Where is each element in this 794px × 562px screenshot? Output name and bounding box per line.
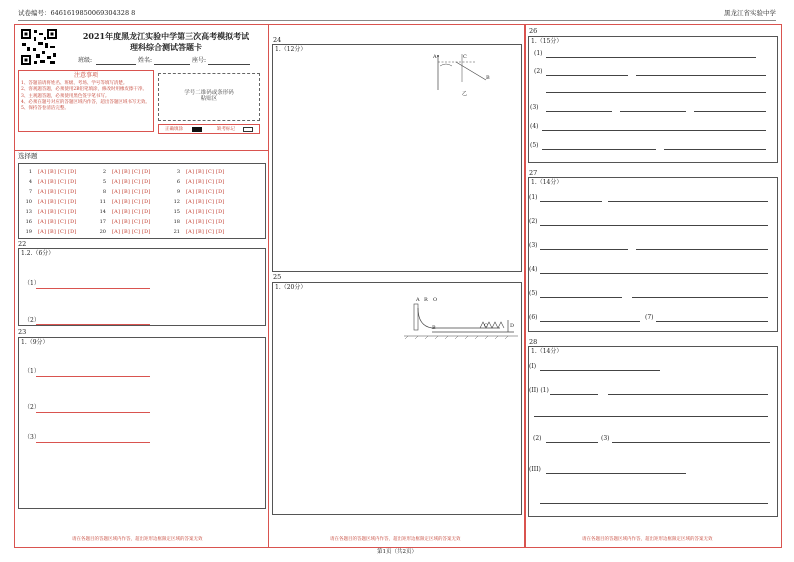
barcode-label-1: 学号二维码或条形码	[184, 90, 234, 96]
fill-legend	[158, 124, 260, 134]
mc-question[interactable]: 4 [A] [B] [C] [D]	[28, 179, 77, 185]
q26-answer-line[interactable]	[546, 111, 612, 112]
q24-figure-label: C	[463, 54, 467, 60]
mc-question[interactable]: 9 [A] [B] [C] [D]	[176, 189, 225, 195]
q27-answer-line[interactable]	[540, 321, 640, 322]
q23-answer-line[interactable]	[36, 412, 150, 413]
q27-answer-line[interactable]	[608, 201, 768, 202]
q28-number: 28	[529, 338, 538, 346]
notice-heading: 注意事项	[73, 72, 98, 79]
q24-figure-label: A	[433, 54, 437, 60]
q28-answer-line[interactable]	[612, 442, 770, 443]
q26-answer-line[interactable]	[542, 149, 656, 150]
school-name: 黑龙江省实验中学	[724, 9, 776, 17]
barcode-area	[158, 73, 260, 121]
q27-answer-line[interactable]	[636, 249, 768, 250]
q26-answer-line[interactable]	[546, 75, 628, 76]
q26-part-label: (5)	[530, 142, 539, 149]
q27-part-label: (3)	[529, 242, 538, 249]
qr-code-icon	[20, 28, 58, 66]
q23-number: 23	[18, 328, 27, 336]
q27-answer-line[interactable]	[540, 249, 628, 250]
q24-number: 24	[273, 36, 282, 44]
mc-question[interactable]: 8 [A] [B] [C] [D]	[102, 189, 151, 195]
mc-question[interactable]: 7 [A] [B] [C] [D]	[28, 189, 77, 195]
q27-number: 27	[529, 169, 538, 177]
exam-subtitle: 理科综合测试答题卡	[130, 42, 202, 52]
q25-figure-label: A	[416, 297, 420, 303]
notice-item: 2、客观题答题，必须使用2B铅笔填涂，修改时用橡皮擦干净。	[21, 87, 148, 93]
q26-heading: 1.（15分）	[531, 38, 563, 45]
q28-part-label: (I)	[529, 363, 537, 370]
q24-figure-caption: 乙	[462, 91, 468, 97]
mc-question[interactable]: 12 [A] [B] [C] [D]	[173, 199, 225, 205]
q27-part-label: (1)	[529, 194, 538, 201]
mc-question[interactable]: 17 [A] [B] [C] [D]	[99, 219, 151, 225]
notice-box	[18, 70, 154, 132]
q28-part-label: (III)	[529, 466, 541, 473]
notice-item: 4、必须在题号对应的答题区域内作答，超出答题区域书写无效。	[21, 100, 150, 106]
q28-answer-line[interactable]	[546, 473, 686, 474]
exam-title: 2021年度黑龙江实验中学第三次高考模拟考试	[82, 31, 250, 41]
mc-question[interactable]: 19 [A] [B] [C] [D]	[25, 229, 77, 235]
missing-mark-box[interactable]	[243, 127, 253, 132]
filled-mark-icon	[192, 127, 202, 132]
q28-answer-box	[528, 346, 778, 517]
mc-question[interactable]: 11 [A] [B] [C] [D]	[99, 199, 151, 205]
mc-question[interactable]: 5 [A] [B] [C] [D]	[102, 179, 151, 185]
q25-figure-label: R	[424, 297, 428, 303]
seat-label: 座号:	[192, 57, 207, 64]
q27-part-label: (6)	[529, 314, 538, 321]
q28-answer-line[interactable]	[540, 503, 768, 504]
q24-figure	[428, 52, 494, 98]
exam-id: 试卷编号：6461619850069304328 8	[18, 9, 136, 17]
notice-item: 5、保持答卷清洁完整。	[21, 106, 69, 112]
mc-heading: 选择题	[18, 152, 38, 160]
q25-heading: 1.（20分）	[275, 284, 307, 291]
q26-part-label: (4)	[530, 123, 539, 130]
class-field[interactable]	[96, 64, 136, 65]
mc-question[interactable]: 13 [A] [B] [C] [D]	[25, 209, 77, 215]
q28-part-label: (2)	[533, 435, 542, 442]
q22-answer-line[interactable]	[36, 324, 150, 325]
class-label: 班级:	[78, 57, 93, 64]
mc-question[interactable]: 21 [A] [B] [C] [D]	[173, 229, 225, 235]
q27-answer-line[interactable]	[540, 297, 622, 298]
barcode-label-2: 粘贴区	[200, 96, 218, 103]
q25-figure-label: C	[484, 323, 488, 329]
q27-answer-line[interactable]	[656, 321, 768, 322]
mc-question[interactable]: 16 [A] [B] [C] [D]	[25, 219, 77, 225]
name-label: 姓名:	[138, 57, 153, 64]
q25-number: 25	[273, 273, 282, 281]
q28-answer-line[interactable]	[534, 416, 768, 417]
q27-part-label: (2)	[529, 218, 538, 225]
q26-part-label: (2)	[534, 68, 543, 75]
q28-answer-line[interactable]	[540, 370, 660, 371]
page-number: 第1页（共2页）	[377, 549, 417, 555]
mc-question[interactable]: 14 [A] [B] [C] [D]	[99, 209, 151, 215]
q25-figure-label: O	[433, 297, 438, 303]
mc-question[interactable]: 1 [A] [B] [C] [D]	[28, 169, 77, 175]
q22-number: 22	[18, 240, 27, 248]
q26-number: 26	[529, 27, 538, 35]
q22-heading: 1.2.（6分）	[21, 250, 55, 257]
q28-part-label: (II) (1)	[529, 387, 549, 394]
mc-question[interactable]: 20 [A] [B] [C] [D]	[99, 229, 151, 235]
name-field[interactable]	[154, 64, 190, 65]
q27-answer-line[interactable]	[540, 201, 602, 202]
notice-item: 1、答题前请将姓名、班级、考场、学号等填写清楚。	[21, 80, 128, 86]
q28-answer-line[interactable]	[550, 394, 598, 395]
q22-part-label: （1）	[24, 280, 40, 287]
q25-figure-label: B	[432, 325, 436, 331]
q26-answer-line[interactable]	[636, 75, 766, 76]
q27-answer-line[interactable]	[632, 297, 768, 298]
q28-answer-line[interactable]	[546, 442, 598, 443]
q26-answer-line[interactable]	[546, 92, 766, 93]
q26-answer-line[interactable]	[620, 111, 686, 112]
q27-part-label: (5)	[529, 290, 538, 297]
q22-answer-line[interactable]	[36, 288, 150, 289]
footer-note: 请在各题目的答题区域内作答，超出矩形边框限定区域的答案无效	[330, 537, 461, 542]
mc-question[interactable]: 6 [A] [B] [C] [D]	[176, 179, 225, 185]
missing-mark-label: 缺考标记	[217, 126, 235, 132]
q22-part-label: （2）	[24, 317, 40, 324]
q23-answer-box	[18, 337, 266, 509]
q23-answer-line[interactable]	[36, 376, 150, 377]
q23-part-label: （1）	[24, 368, 40, 375]
section-divider	[14, 150, 269, 151]
q23-answer-line[interactable]	[36, 442, 150, 443]
mc-question[interactable]: 2 [A] [B] [C] [D]	[102, 169, 151, 175]
q28-part-label: (3)	[601, 435, 610, 442]
q25-figure	[404, 298, 518, 340]
q23-heading: 1.（9分）	[21, 339, 49, 346]
q26-answer-line[interactable]	[694, 111, 766, 112]
footer-note: 请在各题目的答题区域内作答，超出矩形边框限定区域的答案无效	[72, 537, 203, 542]
q27-part-label: (4)	[529, 266, 538, 273]
q24-heading: 1.（12分）	[275, 46, 307, 53]
q28-answer-line[interactable]	[608, 394, 768, 395]
mc-question[interactable]: 10 [A] [B] [C] [D]	[25, 199, 77, 205]
q26-part-label: (1)	[534, 50, 543, 57]
mc-question[interactable]: 3 [A] [B] [C] [D]	[176, 169, 225, 175]
q24-figure-label: B	[486, 75, 490, 81]
q27-part-label: (7)	[645, 314, 654, 321]
notice-item: 3、主观题答题，必须使用黑色签字笔书写。	[21, 93, 110, 99]
q25-figure-label: D	[510, 323, 515, 329]
header-rule	[18, 20, 776, 21]
mc-question[interactable]: 15 [A] [B] [C] [D]	[173, 209, 225, 215]
q26-part-label: (3)	[530, 104, 539, 111]
seat-field[interactable]	[208, 64, 250, 65]
correct-fill-label: 正确填涂	[165, 126, 183, 132]
q26-answer-line[interactable]	[664, 149, 766, 150]
q26-answer-box	[528, 36, 778, 163]
q22-answer-box	[18, 248, 266, 326]
q26-answer-line[interactable]	[546, 57, 756, 58]
mc-question[interactable]: 18 [A] [B] [C] [D]	[173, 219, 225, 225]
q28-heading: 1.（14分）	[531, 348, 563, 355]
q27-answer-line[interactable]	[540, 225, 768, 226]
q26-answer-line[interactable]	[542, 130, 766, 131]
footer-note: 请在各题目的答题区域内作答，超出矩形边框限定区域的答案无效	[582, 537, 713, 542]
q27-answer-line[interactable]	[540, 273, 768, 274]
q23-part-label: （2）	[24, 404, 40, 411]
q23-part-label: （3）	[24, 434, 40, 441]
q27-heading: 1.（14分）	[531, 179, 563, 186]
